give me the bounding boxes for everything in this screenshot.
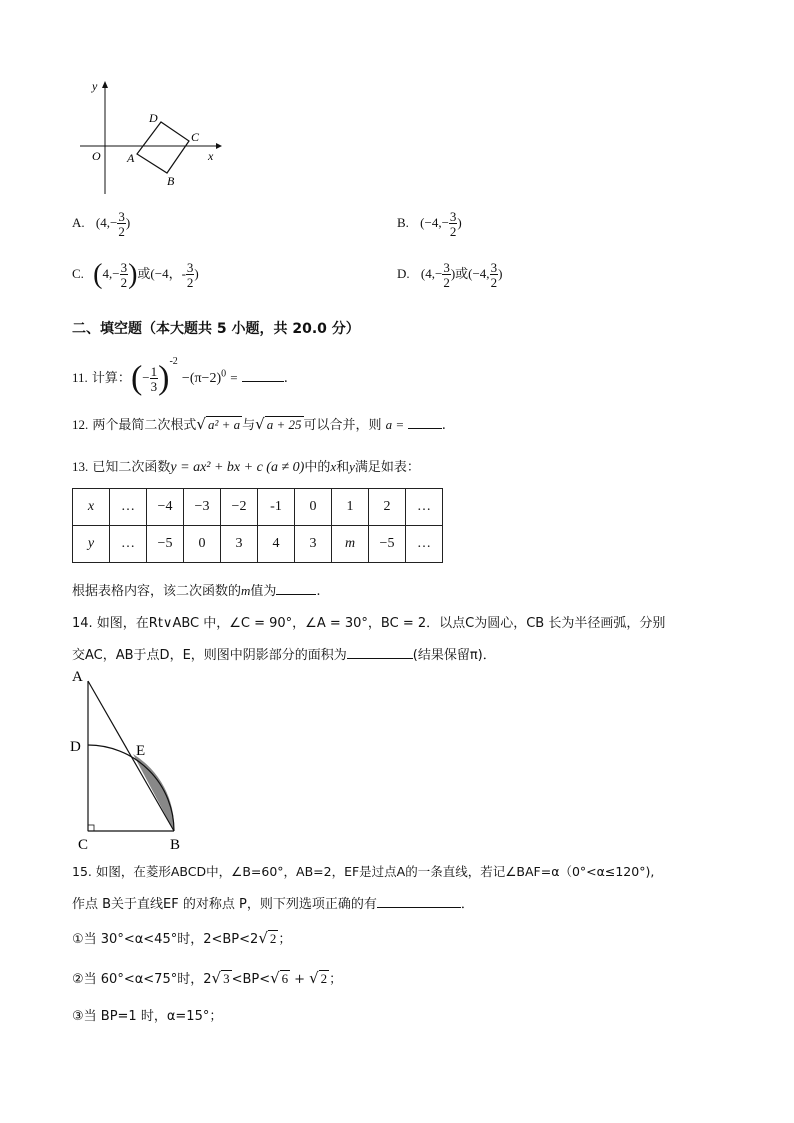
option-d-mid: )或(−4, <box>450 265 490 281</box>
option-d-close: ) <box>498 265 503 281</box>
q14-line1: 14. 如图，在Rt∨ABC 中，∠C = 90°，∠A = 30°，BC = 2．以点C为圆心，CB 长为半径画弧，分别 <box>72 616 666 631</box>
option-c[interactable]: C. (4,− $\frac{3}{2}$ )或(−4，- $\frac{3}{2}$ ) <box>72 259 199 290</box>
q15-opt1-end: ； <box>278 932 292 947</box>
option-a[interactable] <box>72 210 130 238</box>
q13-after2: 值为 <box>250 584 277 599</box>
label-e: E <box>136 743 146 759</box>
q13-intro2: 中的 <box>304 460 331 475</box>
q15-option-2 <box>72 968 342 987</box>
table-cell: −2 <box>221 489 258 526</box>
q13-var-y: y <box>349 459 355 474</box>
question-11: 11. 计算：(− $\frac{1}{3}$ )$^{-2} -(\pi-2)^0$ = . <box>72 356 288 397</box>
option-c-fraction2: $\frac{3}{2}$ <box>186 260 194 290</box>
table-cell: -1 <box>258 489 295 526</box>
q15-opt2-plus: + <box>294 972 306 987</box>
q15-line1: 15. 如图，在菱形ABCD中，∠B=60°，AB=2，EF是过点A的一条直线，若记∠BAF=α（0°<α≤120°), <box>72 864 655 879</box>
y-axis-arrow <box>102 81 108 88</box>
table-cell: y <box>73 526 110 563</box>
x-axis-arrow <box>216 143 222 149</box>
right-angle-mark <box>88 825 94 831</box>
q15-opt2-end: ； <box>329 972 343 987</box>
q15-opt2-radicand3: 2 <box>320 971 328 986</box>
q12-text3: 可以合并，则 <box>303 418 382 433</box>
figure-q14-triangle <box>66 665 196 855</box>
q12-text2: 与 <box>242 418 256 433</box>
option-b-close: ) <box>457 214 462 230</box>
q13-and: 和 <box>336 460 350 475</box>
table-cell: m <box>332 526 369 563</box>
option-b-fraction: $\frac{3}{2}$ <box>449 209 457 239</box>
q13-after-var: m <box>241 583 251 598</box>
label-x: x <box>208 149 214 163</box>
q11-exponent2: 0 <box>221 368 227 380</box>
q11-exponent1: -2 <box>169 356 178 367</box>
option-b-text: (−4,− <box>420 214 449 230</box>
q12-radicand2: a + 25 <box>266 417 302 432</box>
q15-line2b: ． <box>460 897 474 912</box>
q15-answer-blank[interactable] <box>377 895 461 908</box>
q12-number: 12. <box>72 417 89 432</box>
label-d: D <box>70 739 81 755</box>
table-cell: 3 <box>221 526 258 563</box>
square-abcd <box>137 122 189 173</box>
q13-intro1: 已知二次函数 <box>92 460 171 475</box>
q13-intro3: 满足如表： <box>354 460 420 475</box>
table-cell: 3 <box>295 526 332 563</box>
label-d: D <box>149 111 158 125</box>
section-title: 二、填空题（本大题共 5 小题，共 20.0 分） <box>72 321 360 337</box>
q11-end: . <box>283 371 288 386</box>
q13-after1: 根据表格内容，该二次函数的 <box>72 584 242 599</box>
label-c: C <box>78 837 89 853</box>
q13-answer-blank[interactable] <box>276 582 316 595</box>
q15-opt1-text: ①当 30°<α<45°时，2<BP<2 <box>72 932 259 947</box>
table-cell: 0 <box>295 489 332 526</box>
option-c-mid: 或(−4，- <box>137 265 186 281</box>
q13-number: 13. <box>72 459 89 474</box>
label-a: A <box>127 151 135 165</box>
q13-end: . <box>316 584 321 599</box>
option-d-label: D. <box>397 265 410 281</box>
label-b: B <box>167 174 175 188</box>
option-c-fraction1: $\frac{3}{2}$ <box>120 260 128 290</box>
q13-var-x: x <box>330 459 337 474</box>
q13-values-table <box>72 488 443 563</box>
table-cell: … <box>406 526 443 563</box>
q14-line2 <box>72 644 496 663</box>
q15-option-3: ③当 BP=1 时，α=15°； <box>72 1009 223 1024</box>
option-d[interactable] <box>397 261 502 289</box>
q12-radicand1: a² + a <box>207 417 241 432</box>
table-row-y <box>73 526 443 563</box>
question-12 <box>72 414 446 433</box>
radical-sign: √ <box>270 969 280 987</box>
option-a-label: A. <box>72 214 85 230</box>
option-b[interactable] <box>397 210 462 238</box>
option-b-label: B. <box>397 214 409 230</box>
table-cell: −4 <box>147 489 184 526</box>
figure-coordinate-square <box>70 74 230 198</box>
option-a-text: (4,− <box>95 214 118 230</box>
option-d-text1: (4,− <box>420 265 443 281</box>
option-d-fraction1: $\frac{3}{2}$ <box>443 260 450 290</box>
option-c-close: ) <box>194 265 199 281</box>
table-cell: −5 <box>147 526 184 563</box>
question-13 <box>72 456 420 476</box>
q14-line2a: 交AC，AB于点D，E，则图中阴影部分的面积为 <box>72 648 347 663</box>
radical-sign-2: √ <box>255 415 265 433</box>
q11-fraction: $\frac{1}{3}$ <box>150 363 158 394</box>
option-a-fraction: $\frac{3}{2}$ <box>118 209 125 239</box>
q11-number: 11. <box>72 370 88 385</box>
table-cell: 0 <box>184 526 221 563</box>
q12-variable: a <box>385 417 393 432</box>
q12-equals: = <box>396 417 404 432</box>
q15-opt2-radicand2: 6 <box>281 971 289 986</box>
q15-line2a: 作点 B关于直线EF 的对称点 P，则下列选项正确的有 <box>72 897 377 912</box>
q13-formula: y = ax² + bx + c (a ≠ 0) <box>170 460 305 475</box>
label-y: y <box>92 79 98 93</box>
option-c-text1: 4,− <box>102 265 120 281</box>
q12-answer-blank[interactable] <box>408 416 442 429</box>
q11-equals: = <box>230 370 238 385</box>
q15-option-1 <box>72 928 291 947</box>
q15-opt2-mid: <BP< <box>231 972 271 987</box>
q11-answer-blank[interactable] <box>242 369 284 382</box>
q11-prefix: 计算： <box>91 371 131 386</box>
table-cell: 1 <box>332 489 369 526</box>
q14-answer-blank[interactable] <box>347 646 413 659</box>
table-cell: −3 <box>184 489 221 526</box>
table-row-x <box>73 489 443 526</box>
radical-sign: √ <box>309 969 319 987</box>
radical-sign: √ <box>258 929 268 947</box>
label-o: O <box>92 149 101 163</box>
label-a: A <box>72 669 83 685</box>
q12-end: . <box>441 418 446 433</box>
option-a-close: ) <box>125 214 131 230</box>
q15-opt2-radicand1: 3 <box>223 971 230 986</box>
table-cell: … <box>406 489 443 526</box>
q15-opt2-text: ②当 60°<α<75°时，2 <box>72 972 212 987</box>
q11-mid: −(π−2) <box>181 371 222 386</box>
radical-sign-1: √ <box>196 415 206 433</box>
q13-after <box>72 580 321 599</box>
option-c-label: C. <box>72 265 84 281</box>
label-c: C <box>191 130 200 144</box>
table-cell: … <box>110 489 147 526</box>
label-b: B <box>170 837 181 853</box>
option-d-fraction2: $\frac{3}{2}$ <box>490 260 498 290</box>
table-cell: x <box>73 489 110 526</box>
q12-text1: 两个最简二次根式 <box>92 418 197 433</box>
table-cell: … <box>110 526 147 563</box>
q15-opt1-radicand: 2 <box>269 931 277 946</box>
table-cell: 4 <box>258 526 295 563</box>
q14-line2b: (结果保留π)． <box>412 648 496 663</box>
table-cell: 2 <box>369 489 406 526</box>
radical-sign: √ <box>211 969 222 987</box>
table-cell: −5 <box>369 526 406 563</box>
q15-line2 <box>72 893 474 912</box>
